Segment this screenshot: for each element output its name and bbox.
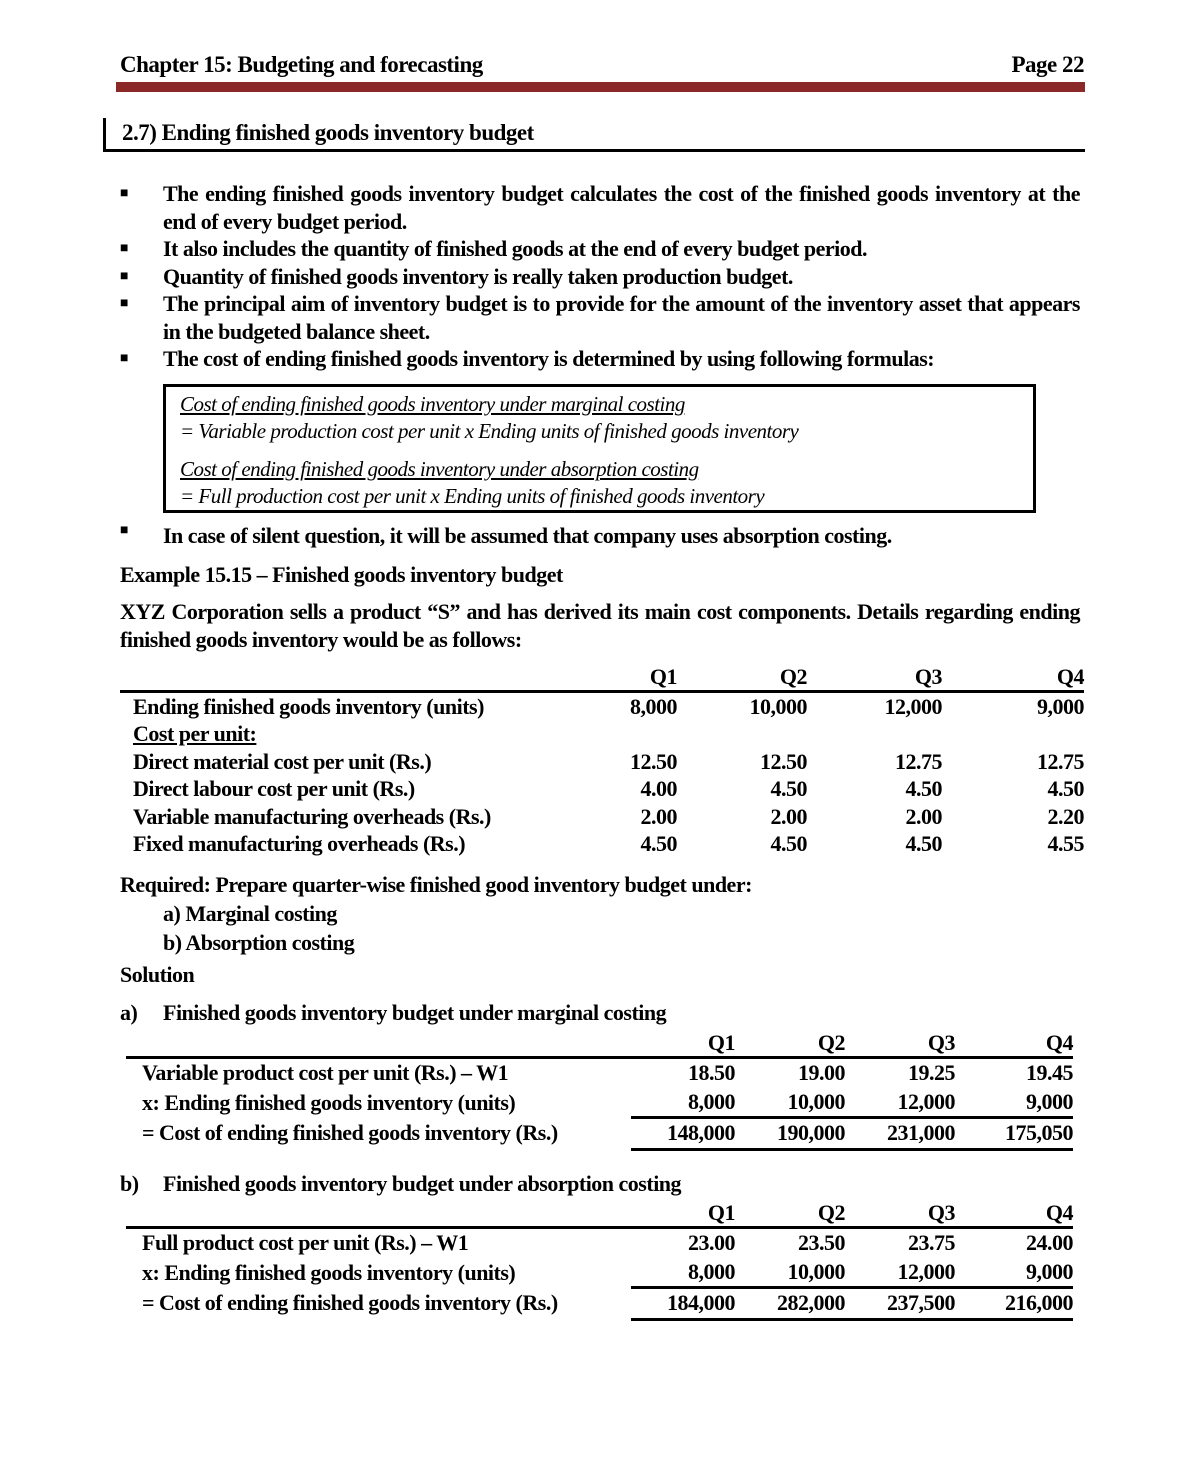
cell-value: 10,000 [735, 1258, 845, 1288]
table-row [126, 1058, 1073, 1088]
cell-value: 12.75 [1037, 748, 1084, 774]
row-label: Direct material cost per unit (Rs.) [133, 748, 432, 774]
required-block [120, 870, 752, 957]
cell-value: 10,000 [735, 1088, 845, 1118]
subheading-mark: a) [120, 1000, 138, 1025]
cell-value: 8,000 [630, 693, 677, 719]
marginal-costing-table [126, 1030, 1073, 1151]
absorption-costing-table [126, 1200, 1073, 1321]
row-label: = Cost of ending finished goods inventory (Rs.) [142, 1290, 558, 1316]
table-row [126, 1088, 1073, 1118]
list-item [120, 263, 1080, 291]
subheading-text: Finished goods inventory budget under marginal costing [163, 1000, 667, 1025]
row-label: Variable product cost per unit (Rs.) – W1 [142, 1060, 509, 1086]
section-heading [103, 118, 1085, 152]
cell-value: 18.50 [688, 1060, 735, 1086]
cell-value: 12,000 [845, 1088, 955, 1118]
formula-text: = Full production cost per unit x Ending units of finished goods inventory [180, 484, 765, 508]
column-header: Q3 [927, 1030, 955, 1055]
cell-value [604, 721, 677, 749]
cell-value: 8,000 [631, 1088, 735, 1118]
chapter-title: Chapter 15: Budgeting and forecasting [120, 52, 483, 77]
absorption-subheading [120, 1171, 681, 1197]
cell-value: 12.50 [630, 748, 677, 774]
bullet-icon: ■ [120, 241, 128, 256]
bullet-icon: ■ [120, 186, 128, 201]
column-header: Q1 [649, 664, 677, 689]
bullet-text: Quantity of finished goods inventory is really taken production budget. [163, 263, 793, 289]
list-item [120, 235, 1080, 263]
cell-value: 12,000 [884, 693, 942, 719]
bullet-icon: ■ [120, 268, 128, 284]
bullet-text: The ending finished goods inventory budget calculates the cost of the finished goods inventory at the end of every budget period. [163, 181, 1080, 234]
table-row [120, 776, 1084, 804]
table-header-row [126, 1030, 1073, 1058]
cell-value: 4.50 [905, 831, 942, 857]
cell-value: 4.00 [640, 776, 677, 802]
row-label: Direct labour cost per unit (Rs.) [133, 776, 415, 802]
absorption-formula [180, 456, 764, 510]
row-label: Cost per unit: [133, 721, 257, 747]
row-label: Variable manufacturing overheads (Rs.) [133, 803, 491, 829]
table-row [120, 831, 1084, 859]
header-rule [116, 82, 1085, 92]
column-header: Q4 [1045, 1200, 1073, 1225]
cell-value: 23.50 [798, 1230, 845, 1256]
cell-value: 19.25 [908, 1060, 955, 1086]
cell-value: 12.75 [895, 748, 942, 774]
example-intro: XYZ Corporation sells a product “S” and has derived its main cost components. Details regarding ending finished goods inventory would be as follows: [120, 599, 1080, 652]
cell-value: 2.00 [905, 803, 942, 829]
cell-value: 4.50 [770, 776, 807, 802]
column-header: Q1 [707, 1200, 735, 1225]
section-title: 2.7) Ending finished goods inventory budget [122, 120, 534, 145]
cell-value: 9,000 [955, 1088, 1073, 1118]
cell-value: 9,000 [955, 1258, 1073, 1288]
marginal-subheading [120, 1000, 666, 1026]
bullet-text: The principal aim of inventory budget is to provide for the amount of the inventory asset that appears in the budgeted balance sheet. [163, 291, 1080, 344]
cell-value: 8,000 [631, 1258, 735, 1288]
cell-value: 237,500 [845, 1288, 955, 1320]
given-data-table [120, 664, 1084, 858]
column-header: Q4 [1056, 664, 1084, 689]
row-label: x: Ending finished goods inventory (units) [142, 1089, 516, 1115]
page-header [120, 52, 1084, 78]
column-header: Q3 [927, 1200, 955, 1225]
cell-value: 148,000 [631, 1118, 735, 1150]
column-header: Q3 [914, 664, 942, 689]
required-text: Required: Prepare quarter-wise finished good inventory budget under: [120, 872, 752, 897]
cell-value: 23.75 [908, 1230, 955, 1256]
bullet-icon: ■ [120, 351, 128, 366]
cell-value: 282,000 [735, 1288, 845, 1320]
table-row [120, 692, 1084, 721]
bullet-text: It also includes the quantity of finished goods at the end of every budget period. [163, 236, 868, 261]
bullet-text: In case of silent question, it will be assumed that company uses absorption costing. [163, 523, 892, 548]
table-row [126, 1228, 1073, 1258]
list-item [120, 290, 1080, 345]
table-row [120, 721, 1084, 749]
formula-box [163, 384, 1036, 513]
table-header-row [120, 664, 1084, 692]
subheading-mark: b) [120, 1171, 139, 1196]
subheading-text: Finished goods inventory budget under absorption costing [163, 1171, 682, 1196]
cell-value: 4.50 [640, 831, 677, 857]
column-header: Q2 [779, 664, 807, 689]
bullet-text: The cost of ending finished goods inventory is determined by using following formulas: [163, 346, 935, 371]
table-row [126, 1118, 1073, 1150]
bullet-icon: ■ [120, 296, 128, 311]
bullet-list [120, 180, 1080, 373]
row-label: Fixed manufacturing overheads (Rs.) [133, 831, 466, 857]
column-header: Q4 [1045, 1030, 1073, 1055]
cell-value: 19.45 [1026, 1060, 1073, 1086]
marginal-formula [180, 391, 798, 445]
table-header-row [126, 1200, 1073, 1228]
column-header: Q2 [817, 1200, 845, 1225]
row-label: x: Ending finished goods inventory (units) [142, 1259, 516, 1285]
row-label: Full product cost per unit (Rs.) – W1 [142, 1230, 469, 1256]
cell-value: 2.00 [640, 803, 677, 829]
cell-value: 216,000 [955, 1288, 1073, 1320]
cell-value [807, 721, 942, 749]
cell-value: 4.50 [1047, 776, 1084, 802]
column-header: Q1 [707, 1030, 735, 1055]
row-label: = Cost of ending finished goods inventory (Rs.) [142, 1120, 558, 1146]
cell-value: 2.00 [770, 803, 807, 829]
cell-value: 175,050 [955, 1118, 1073, 1150]
option-item: a) Marginal costing [163, 901, 337, 926]
table-row [120, 748, 1084, 776]
table-row [120, 803, 1084, 831]
table-row [126, 1288, 1073, 1320]
bullet-icon: ■ [120, 523, 128, 538]
row-label: Ending finished goods inventory (units) [133, 693, 484, 719]
formula-title: Cost of ending finished goods inventory under absorption costing [180, 457, 699, 481]
solution-label: Solution [120, 962, 195, 987]
cell-value: 190,000 [735, 1118, 845, 1150]
formula-title: Cost of ending finished goods inventory under marginal costing [180, 392, 685, 416]
cell-value [942, 721, 1084, 749]
list-item [120, 345, 1080, 373]
cell-value: 10,000 [749, 693, 807, 719]
cell-value: 4.55 [1047, 831, 1084, 857]
column-header: Q2 [817, 1030, 845, 1055]
cell-value: 23.00 [688, 1230, 735, 1256]
cell-value [677, 721, 807, 749]
cell-value: 12,000 [845, 1258, 955, 1288]
list-item [120, 523, 1080, 549]
cell-value: 231,000 [845, 1118, 955, 1150]
cell-value: 12.50 [760, 748, 807, 774]
example-title: Example 15.15 – Finished goods inventory budget [120, 562, 563, 587]
cell-value: 4.50 [905, 776, 942, 802]
cell-value: 2.20 [1047, 803, 1084, 829]
list-item [120, 180, 1080, 235]
cell-value: 184,000 [631, 1288, 735, 1320]
table-row [126, 1258, 1073, 1288]
cell-value: 19.00 [798, 1060, 845, 1086]
page-number: Page 22 [1011, 52, 1084, 77]
formula-text: = Variable production cost per unit x Ending units of finished goods inventory [180, 419, 799, 443]
cell-value: 4.50 [770, 831, 807, 857]
cell-value: 9,000 [1037, 693, 1084, 719]
cell-value: 24.00 [1026, 1230, 1073, 1256]
option-item: b) Absorption costing [163, 930, 355, 955]
